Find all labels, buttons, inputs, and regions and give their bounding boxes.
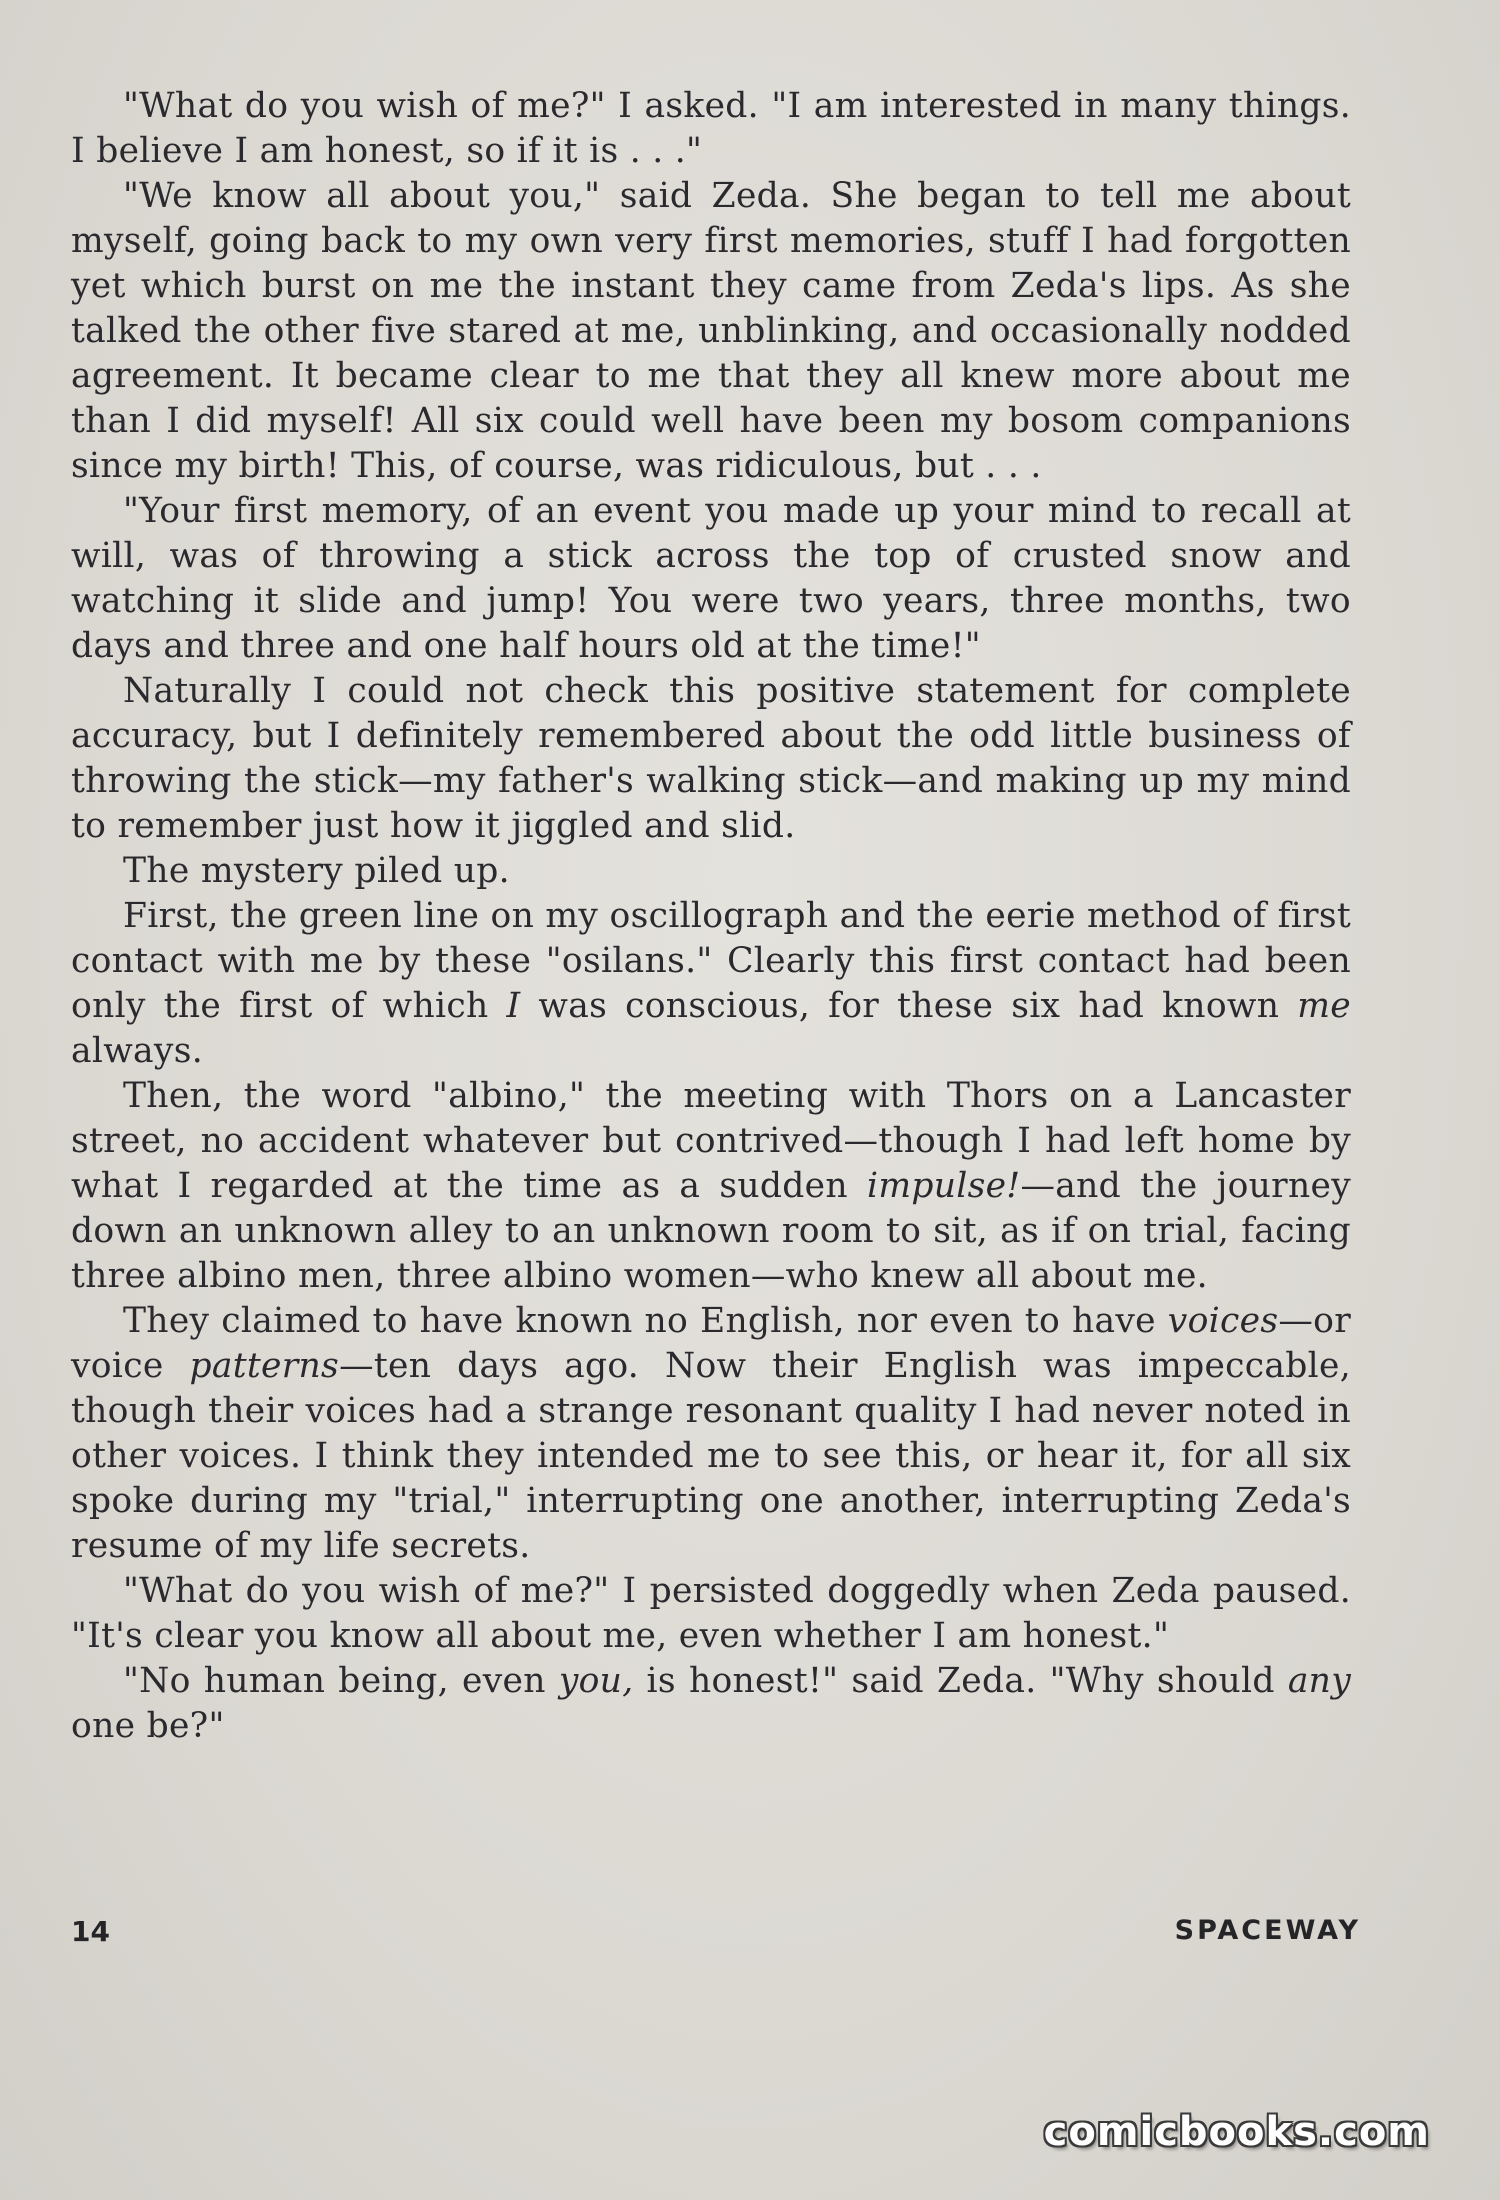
- story-text: [71, 84, 1351, 1749]
- paragraph: Naturally I could not check this positive statement for complete accuracy, but I definitely remembered about the odd little business of throwing the stick—my father's walking stick—and making up my mind to remember just how it jiggled and slid.: [71, 671, 1351, 846]
- paragraph-text: They claimed to have known no English, nor even to have: [123, 1301, 1168, 1341]
- page-number: 14: [71, 1915, 110, 1948]
- paragraph: "We know all about you," said Zeda. She began to tell me about myself, going back to my own very first memories, stuff I had forgotten yet which burst on me the instant they came from Zeda's lips. As she talked the other five stared at me, unblinking, and occasionally nodded agreement. It became clear to me that they all knew more about me than I did myself! All six could well have been my bosom companions since my birth! This, of course, was ridiculous, but . . .: [71, 176, 1351, 486]
- emphasis-text: any: [1287, 1661, 1351, 1701]
- emphasis-text: you,: [558, 1661, 634, 1701]
- emphasis-text: impulse!: [866, 1166, 1021, 1206]
- paragraph: "What do you wish of me?" I persisted doggedly when Zeda paused. "It's clear you know all about me, even whether I am honest.": [71, 1571, 1351, 1656]
- running-head: SPACEWAY: [1174, 1915, 1361, 1946]
- paragraph-text: —and the journey down an unknown alley to an unknown room to sit, as if on trial, facing three albino men, three albino women—who knew all about me.: [71, 1166, 1352, 1296]
- paragraph: "Your first memory, of an event you made up your mind to recall at will, was of throwing a stick across the top of crusted snow and watching it slide and jump! You were two years, three months, two days and three and one half hours old at the time!": [71, 491, 1351, 666]
- emphasis-text: patterns: [189, 1346, 340, 1386]
- paragraph-text: is honest!" said Zeda. "Why should: [633, 1661, 1288, 1701]
- emphasis-text: voices: [1167, 1301, 1279, 1341]
- emphasis-text: me: [1297, 986, 1351, 1026]
- page-footer: [71, 1915, 1361, 1955]
- paragraph: [71, 1659, 1351, 1749]
- paragraph-text: was conscious, for these six had known: [520, 986, 1298, 1026]
- paragraph-text: —or voice: [71, 1301, 1351, 1386]
- paragraph: The mystery piled up.: [123, 851, 510, 891]
- paragraph-text: "No human being, even: [123, 1661, 559, 1701]
- watermark: comicbooks.com: [1043, 2109, 1430, 2155]
- paragraph-text: always.: [71, 1031, 203, 1071]
- paragraph-text: First, the green line on my oscillograph and the eerie method of first contact with me by these "osilans." Clearly this first contact had been only the first of which: [71, 896, 1351, 1026]
- paragraph: "What do you wish of me?" I asked. "I am interested in many things. I believe I am honest, so if it is . . .": [71, 86, 1351, 171]
- paragraph-text: —ten days ago. Now their English was impeccable, though their voices had a strange resonant quality I had never noted in other voices. I think they intended me to see this, or hear it, for all six spoke during my "trial," interrupting one another, interrupting Zeda's resume of my life secrets.: [71, 1346, 1351, 1566]
- paragraph: [71, 1299, 1351, 1569]
- paragraph: [71, 894, 1351, 1074]
- paragraph: [71, 1074, 1351, 1299]
- paragraph-text: one be?": [71, 1706, 225, 1746]
- paragraph-text: Then, the word "albino," the meeting with Thors on a Lancaster street, no accident whatever but contrived—though I had left home by what I regarded at the time as a sudden: [71, 1076, 1351, 1206]
- emphasis-text: I: [506, 986, 521, 1026]
